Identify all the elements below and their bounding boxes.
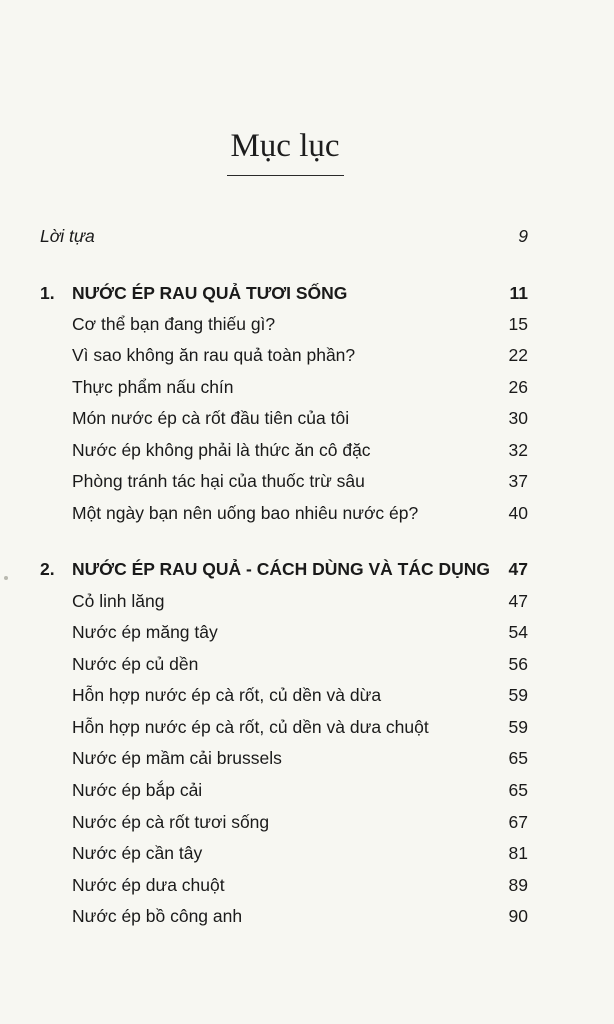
- toc-chapter-row: [0, 556, 614, 582]
- toc-item-page: 22: [508, 345, 528, 365]
- toc-item-label: Phòng tránh tác hại của thuốc trừ sâu: [72, 471, 365, 491]
- toc-item-label: Nước ép bồ công anh: [72, 906, 243, 926]
- toc-item-row: [0, 342, 614, 368]
- toc-item-label: Nước ép măng tây: [72, 622, 218, 642]
- print-speck: [4, 576, 8, 580]
- toc-item-label: Hỗn hợp nước ép cà rốt, củ dền và dừa: [72, 685, 382, 705]
- toc-item-label: Nước ép củ dền: [72, 654, 199, 674]
- toc-item-page: 32: [508, 440, 528, 460]
- title-underline: [227, 175, 344, 176]
- toc-item-page: 56: [508, 654, 528, 674]
- toc-item-page: 65: [508, 780, 528, 800]
- toc-item-label: Nước ép dưa chuột: [72, 875, 225, 895]
- toc-item-row: [0, 651, 614, 677]
- toc-item-page: 67: [508, 812, 528, 832]
- toc-item-row: [0, 500, 614, 526]
- toc-item-page: 15: [508, 314, 528, 334]
- toc-item-row: [0, 682, 614, 708]
- toc-item-row: [0, 872, 614, 898]
- toc-item-label: Hỗn hợp nước ép cà rốt, củ dền và dưa chuột: [72, 717, 429, 737]
- toc-preface-page: 9: [518, 226, 528, 246]
- toc-item-page: 37: [508, 471, 528, 491]
- toc-item-row: [0, 374, 614, 400]
- toc-item-label: Nước ép cà rốt tươi sống: [72, 812, 270, 832]
- toc-item-label: Nước ép cần tây: [72, 843, 203, 863]
- chapter-title: NƯỚC ÉP RAU QUẢ TƯƠI SỐNG: [72, 283, 348, 303]
- toc-item-label: Một ngày bạn nên uống bao nhiêu nước ép?: [72, 503, 419, 523]
- toc-item-row: [0, 745, 614, 771]
- toc-preface-label: Lời tựa: [40, 226, 95, 246]
- toc-item-label: Vì sao không ăn rau quả toàn phần?: [72, 345, 356, 365]
- toc-item-row: [0, 311, 614, 337]
- toc-chapter-row: [0, 280, 614, 306]
- chapter-page: 47: [508, 559, 528, 579]
- toc-item-row: [0, 777, 614, 803]
- toc-item-label: Món nước ép cà rốt đầu tiên của tôi: [72, 408, 350, 428]
- toc-item-label: Nước ép mầm cải brussels: [72, 748, 282, 768]
- toc-item-page: 26: [508, 377, 528, 397]
- toc-item-page: 59: [508, 685, 528, 705]
- toc-item-page: 90: [508, 906, 528, 926]
- toc-item-page: 89: [508, 875, 528, 895]
- toc-item-row: [0, 437, 614, 463]
- toc-item-label: Cỏ linh lăng: [72, 591, 165, 611]
- toc-item-label: Cơ thể bạn đang thiếu gì?: [72, 314, 276, 334]
- chapter-number: 1.: [40, 283, 55, 303]
- toc-item-page: 47: [508, 591, 528, 611]
- toc-item-page: 30: [508, 408, 528, 428]
- toc-item-label: Nước ép không phải là thức ăn cô đặc: [72, 440, 371, 460]
- toc-item-page: 40: [508, 503, 528, 523]
- toc-item-page: 65: [508, 748, 528, 768]
- toc-item-page: 59: [508, 717, 528, 737]
- chapter-number: 2.: [40, 559, 55, 579]
- toc-item-row: [0, 588, 614, 614]
- toc-item-row: [0, 619, 614, 645]
- toc-item-page: 81: [508, 843, 528, 863]
- page-title: Mục lục: [230, 128, 340, 164]
- toc-item-row: [0, 405, 614, 431]
- chapter-title: NƯỚC ÉP RAU QUẢ - CÁCH DÙNG VÀ TÁC DỤNG: [72, 559, 491, 579]
- toc-item-row: [0, 714, 614, 740]
- toc-item-label: Nước ép bắp cải: [72, 780, 203, 800]
- toc-item-row: [0, 468, 614, 494]
- toc-item-row: [0, 809, 614, 835]
- toc-item-row: [0, 903, 614, 929]
- toc-preface-row: [0, 223, 614, 249]
- chapter-page: 11: [509, 283, 528, 303]
- toc-item-label: Thực phẩm nấu chín: [72, 377, 234, 397]
- toc-item-row: [0, 840, 614, 866]
- toc-item-page: 54: [508, 622, 528, 642]
